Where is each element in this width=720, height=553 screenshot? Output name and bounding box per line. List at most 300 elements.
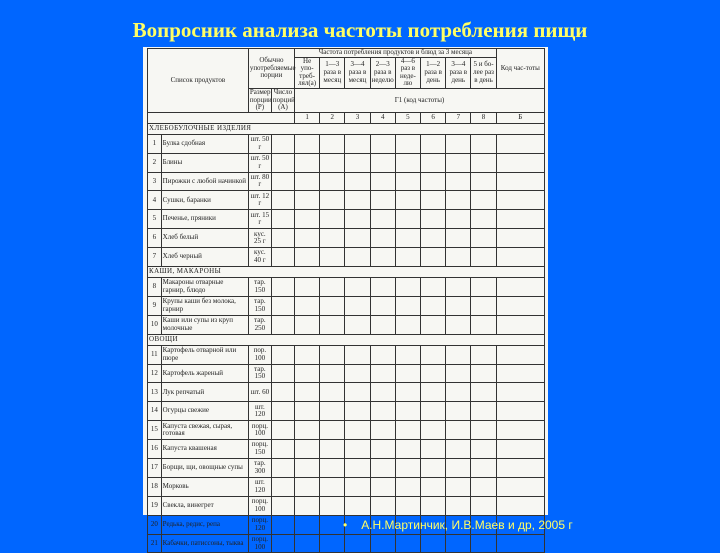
code-number: 5 [395,112,420,123]
frequency-cell[interactable] [345,315,370,334]
frequency-cell[interactable] [345,402,370,421]
frequency-cell[interactable] [320,229,345,248]
col-usual-portion-header: Обычно употребляемые порции [248,49,294,89]
frequency-cell[interactable] [395,345,420,364]
portion-count-cell[interactable] [271,459,294,478]
item-number: 15 [148,421,162,440]
portion-count-cell[interactable] [271,172,294,191]
portion-count-cell[interactable] [271,383,294,402]
portion-count-cell[interactable] [271,210,294,229]
frequency-cell[interactable] [295,191,320,210]
frequency-cell[interactable] [395,277,420,296]
frequency-cell[interactable] [421,421,446,440]
food-item-row [148,364,545,383]
col-count-header: Число порций (А) [272,87,295,112]
frequency-cell[interactable] [295,440,320,459]
frequency-cell[interactable] [295,402,320,421]
item-number: 8 [148,277,162,296]
frequency-cell[interactable] [320,277,345,296]
food-item-row [148,402,545,421]
code-cell[interactable] [496,172,544,191]
frequency-cell[interactable] [421,210,446,229]
code-cell[interactable] [496,210,544,229]
frequency-cell[interactable] [345,383,370,402]
item-number: 10 [148,315,162,334]
frequency-cell[interactable] [421,191,446,210]
frequency-cell[interactable] [320,440,345,459]
item-name: Макароны отварные гарнир, блюдо [161,277,248,296]
frequency-cell[interactable] [320,421,345,440]
item-number: 12 [148,364,162,383]
code-cell[interactable] [496,277,544,296]
food-item-row [148,496,545,515]
portion-size: тар. 150 [248,364,271,383]
frequency-cell[interactable] [370,440,395,459]
portion-size: шт. 60 [248,383,271,402]
food-item-row [148,345,545,364]
frequency-cell[interactable] [320,248,345,267]
frequency-cell[interactable] [370,364,395,383]
frequency-cell[interactable] [345,210,370,229]
item-number: 17 [148,459,162,478]
frequency-cell[interactable] [345,172,370,191]
frequency-cell[interactable] [395,402,420,421]
frequency-cell[interactable] [421,477,446,496]
col-size-header: Размер порции (Р) [249,87,272,112]
food-item-row [148,421,545,440]
frequency-cell[interactable] [370,459,395,478]
portion-count-cell[interactable] [271,496,294,515]
frequency-cell[interactable] [295,496,320,515]
item-name: Морковь [161,477,248,496]
frequency-cell[interactable] [471,248,496,267]
frequency-cell[interactable] [446,315,471,334]
code-cell[interactable] [496,315,544,334]
frequency-cell[interactable] [471,459,496,478]
frequency-cell[interactable] [320,477,345,496]
frequency-cell[interactable] [370,477,395,496]
code-cell[interactable] [496,440,544,459]
frequency-cell[interactable] [471,364,496,383]
frequency-cell[interactable] [446,153,471,172]
frequency-cell[interactable] [370,315,395,334]
frequency-cell[interactable] [446,383,471,402]
frequency-cell[interactable] [421,172,446,191]
frequency-cell[interactable] [345,153,370,172]
item-number: 6 [148,229,162,248]
frequency-label: 2—3 раза в неделю [370,57,395,88]
frequency-cell[interactable] [370,402,395,421]
frequency-cell[interactable] [295,210,320,229]
frequency-cell[interactable] [446,277,471,296]
frequency-cell[interactable] [446,296,471,315]
frequency-cell[interactable] [395,172,420,191]
frequency-cell[interactable] [421,459,446,478]
portion-size: шт. 50 г [248,134,271,153]
frequency-cell[interactable] [395,191,420,210]
code-cell[interactable] [496,153,544,172]
frequency-cell[interactable] [395,229,420,248]
frequency-cell[interactable] [345,421,370,440]
code-cell[interactable] [496,248,544,267]
section-title: ХЛЕБОБУЛОЧНЫЕ ИЗДЕЛИЯ [148,123,545,134]
portion-size: кус. 40 г [248,248,271,267]
code-numbers-row [148,112,545,123]
portion-count-cell[interactable] [271,534,294,553]
item-name: Сушки, баранки [161,191,248,210]
frequency-cell[interactable] [471,172,496,191]
frequency-cell[interactable] [421,440,446,459]
frequency-cell[interactable] [295,421,320,440]
frequency-cell[interactable] [471,229,496,248]
code-label: Г1 (код частоты) [295,88,545,112]
portion-size: пор. 100 [248,345,271,364]
item-number: 14 [148,402,162,421]
questionnaire-table [147,48,545,553]
section-title: КАШИ, МАКАРОНЫ [148,266,545,277]
frequency-cell[interactable] [295,477,320,496]
portion-count-cell[interactable] [271,315,294,334]
frequency-cell[interactable] [345,229,370,248]
frequency-label: Не упо-треб-лял(а) [295,57,320,88]
frequency-cell[interactable] [395,440,420,459]
section-row [148,123,545,134]
frequency-cell[interactable] [370,296,395,315]
frequency-cell[interactable] [471,296,496,315]
portion-count-cell[interactable] [271,421,294,440]
frequency-cell[interactable] [295,345,320,364]
code-number: 6 [421,112,446,123]
frequency-cell[interactable] [395,315,420,334]
portion-count-cell[interactable] [271,296,294,315]
frequency-cell[interactable] [320,534,345,553]
portion-size: шт. 50 г [248,153,271,172]
numbers-spacer [148,112,295,123]
frequency-cell[interactable] [370,210,395,229]
frequency-cell[interactable] [471,496,496,515]
frequency-cell[interactable] [421,383,446,402]
code-cell[interactable] [496,383,544,402]
item-name: Кабачки, патиссоны, тыква [161,534,248,553]
code-cell[interactable] [496,421,544,440]
frequency-cell[interactable] [320,315,345,334]
frequency-cell[interactable] [320,210,345,229]
code-number: 4 [370,112,395,123]
frequency-cell[interactable] [446,440,471,459]
item-number: 18 [148,477,162,496]
frequency-cell[interactable] [446,210,471,229]
portion-size: шт. 15 г [248,210,271,229]
food-item-row [148,153,545,172]
portion-count-cell[interactable] [271,364,294,383]
frequency-cell[interactable] [370,496,395,515]
frequency-cell[interactable] [446,191,471,210]
frequency-cell[interactable] [446,402,471,421]
portion-size: тар. 150 [248,277,271,296]
frequency-cell[interactable] [345,191,370,210]
frequency-cell[interactable] [295,534,320,553]
frequency-cell[interactable] [421,296,446,315]
code-cell[interactable] [496,191,544,210]
col-code-header: Код час-тоты [496,49,544,89]
frequency-cell[interactable] [471,440,496,459]
frequency-cell[interactable] [421,496,446,515]
frequency-cell[interactable] [320,364,345,383]
frequency-cell[interactable] [395,210,420,229]
portion-size: тар. 250 [248,315,271,334]
item-number: 3 [148,172,162,191]
frequency-cell[interactable] [421,402,446,421]
food-item-row [148,210,545,229]
food-item-row [148,383,545,402]
frequency-cell[interactable] [320,496,345,515]
frequency-cell[interactable] [345,345,370,364]
code-number: 1 [295,112,320,123]
frequency-cell[interactable] [446,364,471,383]
frequency-cell[interactable] [395,534,420,553]
portion-size: шт. 80 г [248,172,271,191]
frequency-cell[interactable] [320,515,348,534]
frequency-cell[interactable] [421,229,446,248]
portion-count-cell[interactable] [271,153,294,172]
frequency-label: 4—6 раз в неде-лю [395,57,420,88]
portion-count-cell[interactable] [271,191,294,210]
item-number: 11 [148,345,162,364]
frequency-cell[interactable] [370,383,395,402]
portion-count-cell[interactable] [271,402,294,421]
frequency-label: 1—2 раза в день [421,57,446,88]
frequency-cell[interactable] [421,315,446,334]
frequency-cell[interactable] [421,248,446,267]
frequency-cell[interactable] [395,383,420,402]
frequency-cell[interactable] [446,459,471,478]
frequency-cell[interactable] [421,345,446,364]
portion-size: шт. 12 г [248,191,271,210]
frequency-cell[interactable] [295,515,320,534]
frequency-cell[interactable] [295,277,320,296]
frequency-cell[interactable] [446,421,471,440]
code-cell[interactable] [496,496,544,515]
portion-size: порц. 120 [248,515,271,534]
item-number: 9 [148,296,162,315]
frequency-cell[interactable] [345,534,370,553]
item-number: 16 [148,440,162,459]
frequency-cell[interactable] [320,153,345,172]
section-title: ОВОЩИ [148,334,545,345]
frequency-cell[interactable] [295,172,320,191]
code-cell[interactable] [496,345,544,364]
frequency-cell[interactable] [421,364,446,383]
frequency-cell[interactable] [446,534,471,553]
portion-count-cell[interactable] [271,440,294,459]
portion-size: кус. 25 г [248,229,271,248]
item-name: Капуста квашеная [161,440,248,459]
item-name: Картофель жареный [161,364,248,383]
frequency-cell[interactable] [320,459,345,478]
frequency-cell[interactable] [395,459,420,478]
frequency-cell[interactable] [446,345,471,364]
frequency-cell[interactable] [471,153,496,172]
frequency-cell[interactable] [345,277,370,296]
frequency-cell[interactable] [320,345,345,364]
frequency-cell[interactable] [471,345,496,364]
item-name: Каши или супы из круп молочные [161,315,248,334]
frequency-cell[interactable] [320,191,345,210]
slide-title: Вопросник анализа частоты потребления пищи [132,18,588,42]
frequency-cell[interactable] [295,153,320,172]
frequency-cell[interactable] [345,440,370,459]
frequency-cell[interactable] [370,134,395,153]
frequency-cell[interactable] [421,153,446,172]
frequency-cell[interactable] [471,477,496,496]
frequency-cell[interactable] [471,421,496,440]
item-name: Свекла, винегрет [161,496,248,515]
frequency-cell[interactable] [446,134,471,153]
item-name: Булка сдобная [161,134,248,153]
portion-count-cell[interactable] [271,345,294,364]
frequency-label: 1—3 раза в месяц [320,57,345,88]
frequency-cell[interactable] [295,296,320,315]
frequency-cell[interactable] [395,421,420,440]
code-number: Б [496,112,544,123]
item-name: Картофель отварной или пюре [161,345,248,364]
frequency-cell[interactable] [370,248,395,267]
portion-count-cell[interactable] [271,134,294,153]
frequency-cell[interactable] [446,248,471,267]
food-item-row [148,459,545,478]
item-number: 21 [148,534,162,553]
portion-count-cell[interactable] [271,229,294,248]
frequency-cell[interactable] [471,402,496,421]
frequency-label: 3—4 раза в день [446,57,471,88]
frequency-label: 5 и бо-лее раз в день [471,57,496,88]
frequency-cell[interactable] [320,296,345,315]
frequency-cell[interactable] [471,383,496,402]
item-name: Лук репчатый [161,383,248,402]
section-row [148,266,545,277]
portion-count-cell[interactable] [271,248,294,267]
item-number: 20 [148,515,162,534]
frequency-cell[interactable] [395,248,420,267]
item-name: Крупы каши без молока, гарнир [161,296,248,315]
portion-size: порц. 100 [248,496,271,515]
code-number: 8 [471,112,496,123]
frequency-cell[interactable] [395,134,420,153]
frequency-cell[interactable] [446,477,471,496]
frequency-cell[interactable] [395,496,420,515]
frequency-cell[interactable] [370,153,395,172]
portion-size: шт. 120 [248,477,271,496]
frequency-cell[interactable] [446,172,471,191]
code-cell[interactable] [496,364,544,383]
frequency-cell[interactable] [345,248,370,267]
code-cell[interactable] [496,459,544,478]
frequency-cell[interactable] [370,229,395,248]
code-number: 7 [446,112,471,123]
code-cell[interactable] [496,477,544,496]
header-row-1 [148,49,545,58]
section-row [148,334,545,345]
frequency-cell[interactable] [345,134,370,153]
col-frequency-group-header: Частота потребления продуктов и блюд за 3 месяца [295,49,497,58]
frequency-cell[interactable] [370,534,395,553]
frequency-cell[interactable] [421,534,446,553]
food-item-row [148,440,545,459]
item-name: Блины [161,153,248,172]
frequency-cell[interactable] [295,383,320,402]
frequency-cell[interactable] [295,364,320,383]
food-item-row [148,229,545,248]
code-cell[interactable] [496,296,544,315]
frequency-cell[interactable] [471,134,496,153]
frequency-cell[interactable] [471,315,496,334]
frequency-cell[interactable] [395,477,420,496]
code-number: 2 [320,112,345,123]
frequency-cell[interactable] [345,459,370,478]
frequency-cell[interactable] [370,277,395,296]
code-cell[interactable] [496,534,544,553]
frequency-cell[interactable] [320,134,345,153]
col-product-header: Список продуктов [148,49,249,113]
frequency-cell[interactable] [421,134,446,153]
portion-count-cell[interactable] [271,477,294,496]
frequency-cell[interactable] [320,402,345,421]
item-name: Борщи, щи, овощные супы [161,459,248,478]
frequency-cell[interactable] [471,534,496,553]
frequency-cell[interactable] [295,459,320,478]
frequency-cell[interactable] [370,421,395,440]
food-item-row [148,191,545,210]
frequency-cell[interactable] [471,277,496,296]
code-cell[interactable] [496,229,544,248]
portion-count-cell[interactable] [271,515,294,534]
portion-count-cell[interactable] [271,277,294,296]
frequency-cell[interactable] [345,364,370,383]
frequency-cell[interactable] [421,277,446,296]
code-cell[interactable] [496,134,544,153]
food-item-row [148,534,545,553]
frequency-cell[interactable] [471,191,496,210]
item-name: Пирожки с любой начинкой [161,172,248,191]
item-name: Редька, редис, репа [161,515,248,534]
frequency-cell[interactable] [295,248,320,267]
frequency-cell[interactable] [295,134,320,153]
frequency-cell[interactable] [345,296,370,315]
frequency-cell[interactable] [295,229,320,248]
food-item-row [148,134,545,153]
frequency-cell[interactable] [345,477,370,496]
frequency-cell[interactable] [370,172,395,191]
frequency-cell[interactable] [370,191,395,210]
frequency-cell[interactable] [471,210,496,229]
item-name: Хлеб черный [161,248,248,267]
frequency-cell[interactable] [320,383,345,402]
portion-size: тар. 300 [248,459,271,478]
item-number: 5 [148,210,162,229]
frequency-cell[interactable] [395,296,420,315]
frequency-cell[interactable] [320,172,345,191]
code-cell[interactable] [496,402,544,421]
frequency-cell[interactable] [295,315,320,334]
frequency-cell[interactable] [395,153,420,172]
frequency-cell[interactable] [370,345,395,364]
portion-size: порц. 150 [248,440,271,459]
frequency-cell[interactable] [345,496,370,515]
frequency-cell[interactable] [446,496,471,515]
frequency-cell[interactable] [395,364,420,383]
citation-bullet: • [343,518,348,532]
frequency-cell[interactable] [446,229,471,248]
